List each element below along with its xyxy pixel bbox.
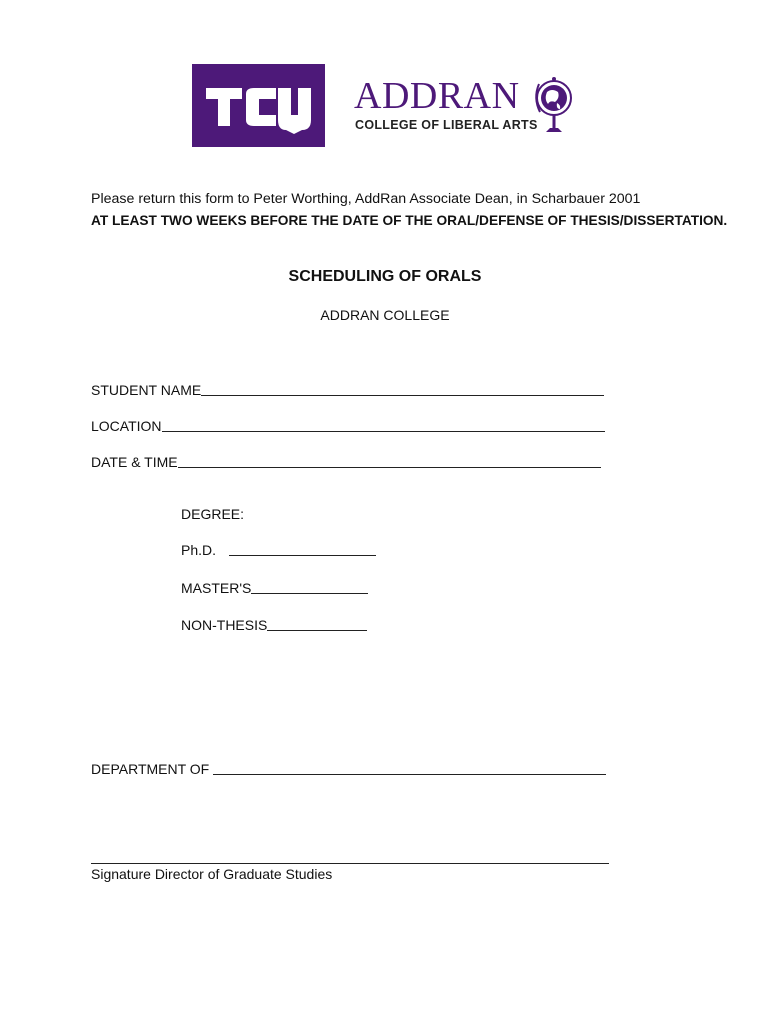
instructions-text: Please return this form to Peter Worthing, AddRan Associate Dean, in Scharbauer 2001: [91, 191, 641, 207]
addran-subtext: COLLEGE OF LIBERAL ARTS: [355, 118, 538, 132]
phd-label: Ph.D.: [181, 542, 217, 558]
addran-wordmark: ADDRAN: [354, 75, 520, 117]
form-title: SCHEDULING OF ORALS: [288, 268, 482, 285]
phd-field[interactable]: [181, 538, 376, 558]
signature-label: Signature Director of Graduate Studies: [91, 866, 333, 882]
non-thesis-field[interactable]: [181, 613, 367, 633]
date-time-line[interactable]: [178, 466, 601, 468]
addran-logo: [352, 72, 577, 140]
globe-icon: [536, 77, 571, 132]
location-field[interactable]: [91, 414, 605, 434]
form-subtitle: ADDRAN COLLEGE: [320, 307, 450, 323]
department-label: DEPARTMENT OF: [91, 761, 210, 777]
masters-field[interactable]: [181, 576, 368, 596]
department-line[interactable]: [213, 773, 606, 775]
phd-line[interactable]: [229, 554, 376, 556]
deadline-notice: AT LEAST TWO WEEKS BEFORE THE DATE OF THE ORAL/DEFENSE OF THESIS/DISSERTATION.: [91, 213, 728, 228]
student-name-line[interactable]: [201, 394, 604, 396]
location-line[interactable]: [162, 430, 605, 432]
masters-label: MASTER'S: [181, 580, 252, 596]
non-thesis-line[interactable]: [267, 629, 367, 631]
department-field[interactable]: [91, 757, 606, 777]
student-name-label: STUDENT NAME: [91, 382, 202, 398]
masters-line[interactable]: [251, 592, 368, 594]
student-name-field[interactable]: [91, 378, 604, 398]
degree-label: DEGREE:: [181, 506, 245, 522]
signature-line[interactable]: [91, 862, 609, 864]
date-time-label: DATE & TIME: [91, 454, 178, 470]
tcu-logo: [192, 64, 325, 147]
location-label: LOCATION: [91, 418, 162, 434]
non-thesis-label: NON-THESIS: [181, 617, 268, 633]
date-time-field[interactable]: [91, 450, 601, 470]
